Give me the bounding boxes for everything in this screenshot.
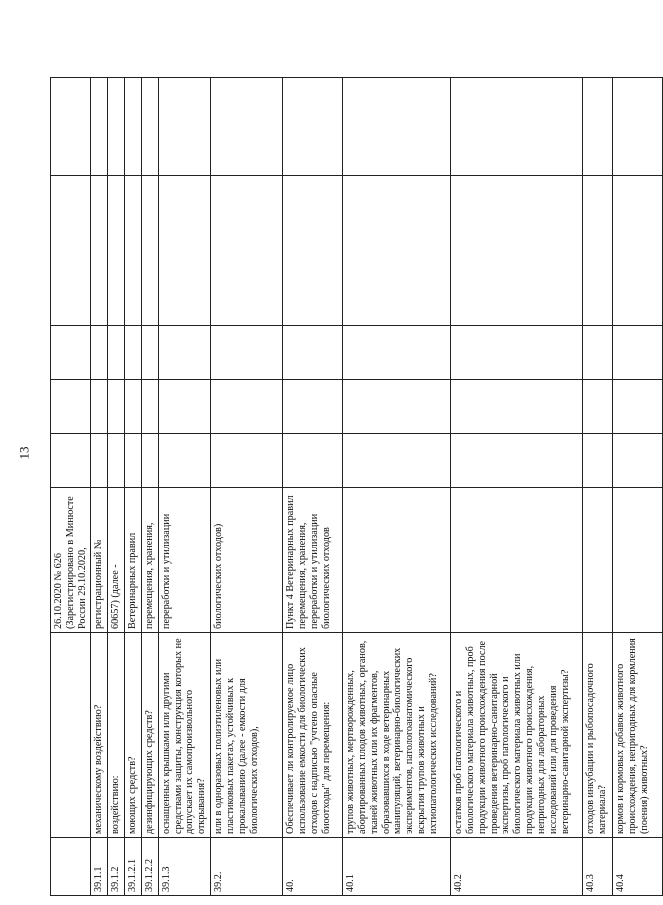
- item-number: 40.: [283, 838, 343, 896]
- item-number: 39.1.2.2: [141, 838, 158, 896]
- answer-cell: [583, 380, 613, 434]
- answer-cell: [613, 380, 663, 434]
- answer-cell: [343, 176, 451, 326]
- answer-cell: [451, 326, 583, 380]
- answer-cell: [51, 176, 91, 326]
- legal-reference: Ветеринарных правил: [125, 488, 142, 633]
- answer-cell: [91, 176, 108, 326]
- table-row: [343, 78, 451, 896]
- answer-cell: [158, 176, 210, 326]
- legal-reference: Пункт 4 Ветеринарных правил перемещения, хранения, переработки и утилизации биологических отходов: [283, 488, 343, 633]
- question-text: механическому воздействию?: [91, 633, 108, 838]
- answer-cell: [141, 176, 158, 326]
- table-row: [51, 78, 91, 896]
- answer-cell: [451, 78, 583, 176]
- answer-cell: [125, 176, 142, 326]
- answer-cell: [283, 380, 343, 434]
- answer-cell: [211, 380, 283, 434]
- table-row: [125, 78, 142, 896]
- answer-cell: [451, 434, 583, 488]
- table-row: [141, 78, 158, 896]
- answer-cell: [283, 78, 343, 176]
- item-number: 40.4: [613, 838, 663, 896]
- answer-cell: [613, 176, 663, 326]
- answer-cell: [51, 326, 91, 380]
- answer-cell: [141, 380, 158, 434]
- legal-reference: [343, 488, 451, 633]
- answer-cell: [125, 380, 142, 434]
- answer-cell: [108, 176, 125, 326]
- answer-cell: [51, 434, 91, 488]
- legal-reference: биологических отходов): [211, 488, 283, 633]
- legal-reference: переработки и утилизации: [158, 488, 210, 633]
- question-text: дезинфицирующих средств?: [141, 633, 158, 838]
- answer-cell: [583, 176, 613, 326]
- answer-cell: [343, 380, 451, 434]
- answer-cell: [125, 434, 142, 488]
- table-row: [91, 78, 108, 896]
- answer-cell: [158, 326, 210, 380]
- table-row: [108, 78, 125, 896]
- answer-cell: [141, 434, 158, 488]
- answer-cell: [141, 326, 158, 380]
- table-row: [283, 78, 343, 896]
- answer-cell: [343, 78, 451, 176]
- answer-cell: [91, 434, 108, 488]
- legal-reference: [583, 488, 613, 633]
- answer-cell: [283, 434, 343, 488]
- answer-cell: [211, 78, 283, 176]
- legal-reference: 60657) (далее -: [108, 488, 125, 633]
- answer-cell: [158, 434, 210, 488]
- question-text: оснащенных крышками или другими средствами защиты, конструкция которых не допускает их самопроизвольного открывания?: [158, 633, 210, 838]
- answer-cell: [211, 434, 283, 488]
- legal-reference: регистрационный №: [91, 488, 108, 633]
- answer-cell: [583, 78, 613, 176]
- question-text: воздействию:: [108, 633, 125, 838]
- question-text: или в одноразовых полиэтиленовых или пластиковых пакетах, устойчивых к прокалыванию (далее - емкости для биологических отходов),: [211, 633, 283, 838]
- answer-cell: [125, 326, 142, 380]
- answer-cell: [51, 380, 91, 434]
- question-text: Обеспечивает ли контролируемое лицо использование емкости для биологических отходов с надписью "учтено опасные биоотходы" для перемещения:: [283, 633, 343, 838]
- item-number: 40.2: [451, 838, 583, 896]
- answer-cell: [91, 326, 108, 380]
- answer-cell: [91, 380, 108, 434]
- question-text: моющих средств?: [125, 633, 142, 838]
- question-text: [51, 633, 91, 838]
- answer-cell: [283, 326, 343, 380]
- answer-cell: [451, 380, 583, 434]
- item-number: 40.3: [583, 838, 613, 896]
- answer-cell: [125, 78, 142, 176]
- answer-cell: [158, 78, 210, 176]
- checklist-table: [50, 77, 663, 896]
- page-number: 13: [16, 446, 32, 460]
- answer-cell: [211, 326, 283, 380]
- checklist-table-rotated: [50, 78, 650, 896]
- legal-reference: 26.10.2020 № 626 (Зарегистрировано в Минюсте России 29.10.2020,: [51, 488, 91, 633]
- answer-cell: [211, 176, 283, 326]
- question-text: отходов инкубации и рыбопосадочного материала?: [583, 633, 613, 838]
- answer-cell: [51, 78, 91, 176]
- legal-reference: [451, 488, 583, 633]
- answer-cell: [343, 326, 451, 380]
- question-text: остатков проб патологического и биологического материала животных, проб продукции животного происхождения после проведения ветеринарно-санитарной экспертизы, проб патологического и биологического материала животных или продукции животного происхождения, непригодных для лабораторных исследований или для проведения ветеринарно-санитарной экспертизы?: [451, 633, 583, 838]
- answer-cell: [91, 78, 108, 176]
- question-text: кормов и кормовых добавок животного происхождения, непригодных для кормления (поения) животных?: [613, 633, 663, 838]
- answer-cell: [141, 78, 158, 176]
- answer-cell: [108, 434, 125, 488]
- question-text: трупов животных, мертворожденных, абортированных плодов животных, органов, тканей животных или их фрагментов, образовавшихся в ходе ветеринарных манипуляций, ветеринарно-биологических экспериментов, патологоанатомического вскрытия трупов животных и ихтиопатологических исследований?: [343, 633, 451, 838]
- answer-cell: [158, 380, 210, 434]
- answer-cell: [613, 326, 663, 380]
- legal-reference: перемещения, хранения,: [141, 488, 158, 633]
- item-number: 39.1.2: [108, 838, 125, 896]
- answer-cell: [343, 434, 451, 488]
- table-row: [583, 78, 613, 896]
- answer-cell: [283, 176, 343, 326]
- answer-cell: [451, 176, 583, 326]
- table-row: [613, 78, 663, 896]
- item-number: 39.2.: [211, 838, 283, 896]
- answer-cell: [613, 434, 663, 488]
- answer-cell: [613, 78, 663, 176]
- answer-cell: [108, 326, 125, 380]
- item-number: 39.1.2.1: [125, 838, 142, 896]
- table-row: [158, 78, 210, 896]
- item-number: 40.1: [343, 838, 451, 896]
- legal-reference: [613, 488, 663, 633]
- item-number: 39.1.1: [91, 838, 108, 896]
- answer-cell: [583, 434, 613, 488]
- table-row: [451, 78, 583, 896]
- item-number: [51, 838, 91, 896]
- table-row: [211, 78, 283, 896]
- answer-cell: [108, 380, 125, 434]
- answer-cell: [108, 78, 125, 176]
- item-number: 39.1.3: [158, 838, 210, 896]
- answer-cell: [583, 326, 613, 380]
